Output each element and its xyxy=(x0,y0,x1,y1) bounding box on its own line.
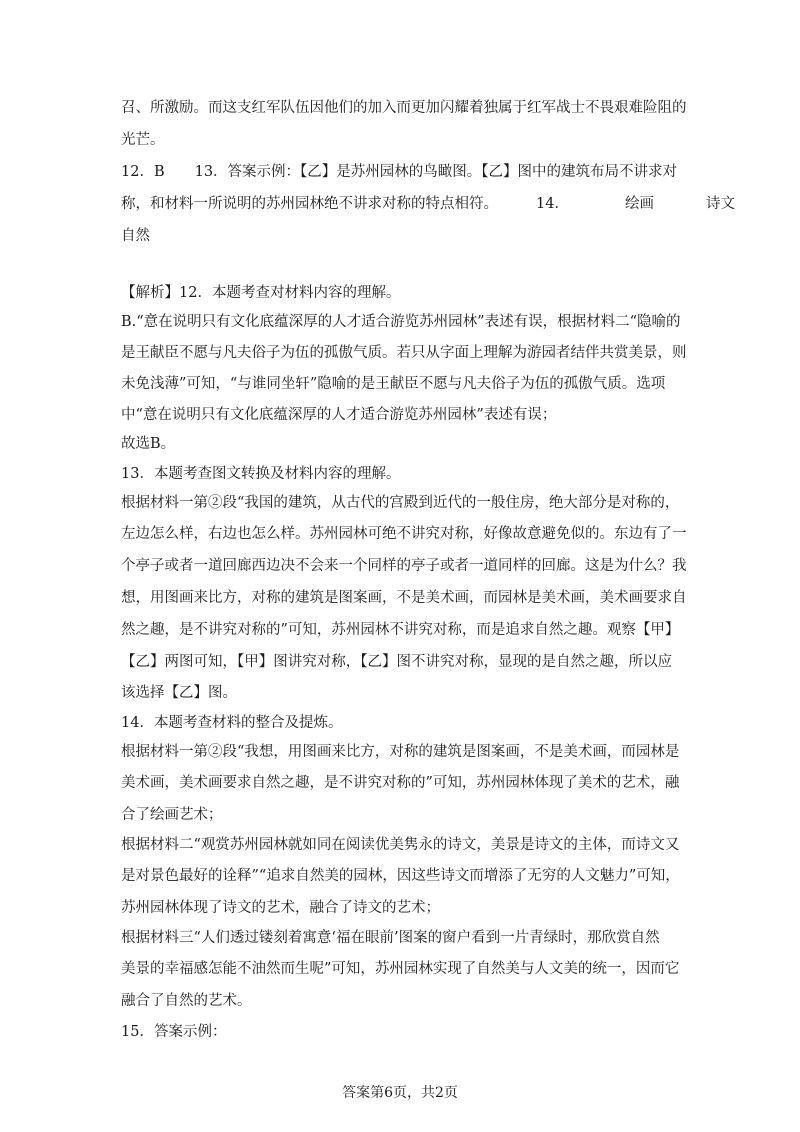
answer-14-item-2: 诗文 xyxy=(705,196,735,212)
text-line: 个亭子或者一道回廊西边决不会来一个同样的亭子或者一道同样的回廊。这是为什么？我 xyxy=(121,558,687,574)
text-line: 光芒。 xyxy=(121,132,165,148)
text-line: 根据材料一第②段“我国的建筑，从古代的宫殿到近代的一般住房，绝大部分是对称的， xyxy=(121,495,680,511)
text-line: 该选择【乙】图。 xyxy=(121,685,237,701)
answer-line-12-13 xyxy=(121,162,691,182)
text-line: 是对景色最好的诠释”“追求自然美的园林，因这些诗文而增添了无穷的人文魅力”可知， xyxy=(121,868,680,884)
answer-14-number: 14． xyxy=(536,196,569,212)
text-line: 根据材料一第②段“我想，用图画来比方，对称的建筑是图案画，不是美术画，而园林是 xyxy=(121,744,680,760)
answer-line-14 xyxy=(121,194,735,214)
answer-13-cont: 称，和材料一所说明的苏州园林绝不讲求对称的特点相符。 xyxy=(121,196,498,212)
answer-14-item-1: 绘画 xyxy=(624,196,654,212)
text-line: 中“意在说明只有文化底蕴深厚的人才适合游览苏州园林”表述有误； xyxy=(121,407,557,423)
text-line: 是王献臣不愿与凡夫俗子为伍的孤傲气质。若只从字面上理解为游园者结伴共赏美景，则 xyxy=(121,345,687,361)
page-footer: 答案第6页，共2页 xyxy=(342,1085,458,1101)
text-line: 合了绘画艺术； xyxy=(121,807,223,823)
text-line: 融合了自然的艺术。 xyxy=(121,993,252,1009)
text-line: 14．本题考查材料的整合及提炼。 xyxy=(121,715,343,731)
text-line: 然之趣，是不讲究对称的”可知，苏州园林不讲究对称，而是追求自然之趣。观察【甲】 xyxy=(121,622,680,638)
text-line: 美术画，美术画要求自然之趣，是不讲究对称的”可知，苏州园林体现了美术的艺术，融 xyxy=(121,775,680,791)
text-line: 13．本题考查图文转换及材料内容的理解。 xyxy=(121,466,401,482)
text-line: 故选B。 xyxy=(121,436,176,452)
text-line: 未免浅薄”可知，“与谁同坐轩”隐喻的是王献臣不愿与凡夫俗子为伍的孤傲气质。选项 xyxy=(121,376,666,392)
answer-12: 12．B xyxy=(121,164,165,180)
text-line: B.“意在说明只有文化底蕴深厚的人才适合游览苏州园林”表述有误，根据材料二“隐喻的 xyxy=(121,314,681,330)
text-line: 左边怎么样，右边也怎么样。苏州园林可绝不讲究对称，好像故意避免似的。东边有了一 xyxy=(121,526,687,542)
answer-13: 13．答案示例：【乙】是苏州园林的鸟瞰图。【乙】图中的建筑布局不讲求对 xyxy=(194,164,678,180)
text-line: 根据材料三“人们透过镂刻着寓意‘福在眼前’图案的窗户看到一片青绿时，那欣赏自然 xyxy=(121,930,660,946)
text-line: 【乙】两图可知，【甲】图讲究对称，【乙】图不讲究对称，显现的是自然之趣，所以应 xyxy=(121,654,672,670)
text-line: 想，用图画来比方，对称的建筑是图案画，不是美术画，而园林是美术画，美术画要求自 xyxy=(121,590,687,606)
text-line: 根据材料二“观赏苏州园林就如同在阅读优美隽永的诗文，美景是诗文的主体，而诗文又 xyxy=(121,837,680,853)
text-line: 召、所激励。而这支红军队伍因他们的加入而更加闪耀着独属于红军战士不畏艰难险阻的 xyxy=(121,100,687,116)
analysis-heading: 【解析】12．本题考查对材料内容的理解。 xyxy=(121,285,401,301)
text-line: 15．答案示例： xyxy=(121,1024,227,1040)
text-line: 美景的幸福感怎能不油然而生呢”可知，苏州园林实现了自然美与人文美的统一，因而它 xyxy=(121,961,680,977)
text-line: 苏州园林体现了诗文的艺术，融合了诗文的艺术； xyxy=(121,900,440,916)
answer-14-item-3: 自然 xyxy=(121,228,150,244)
